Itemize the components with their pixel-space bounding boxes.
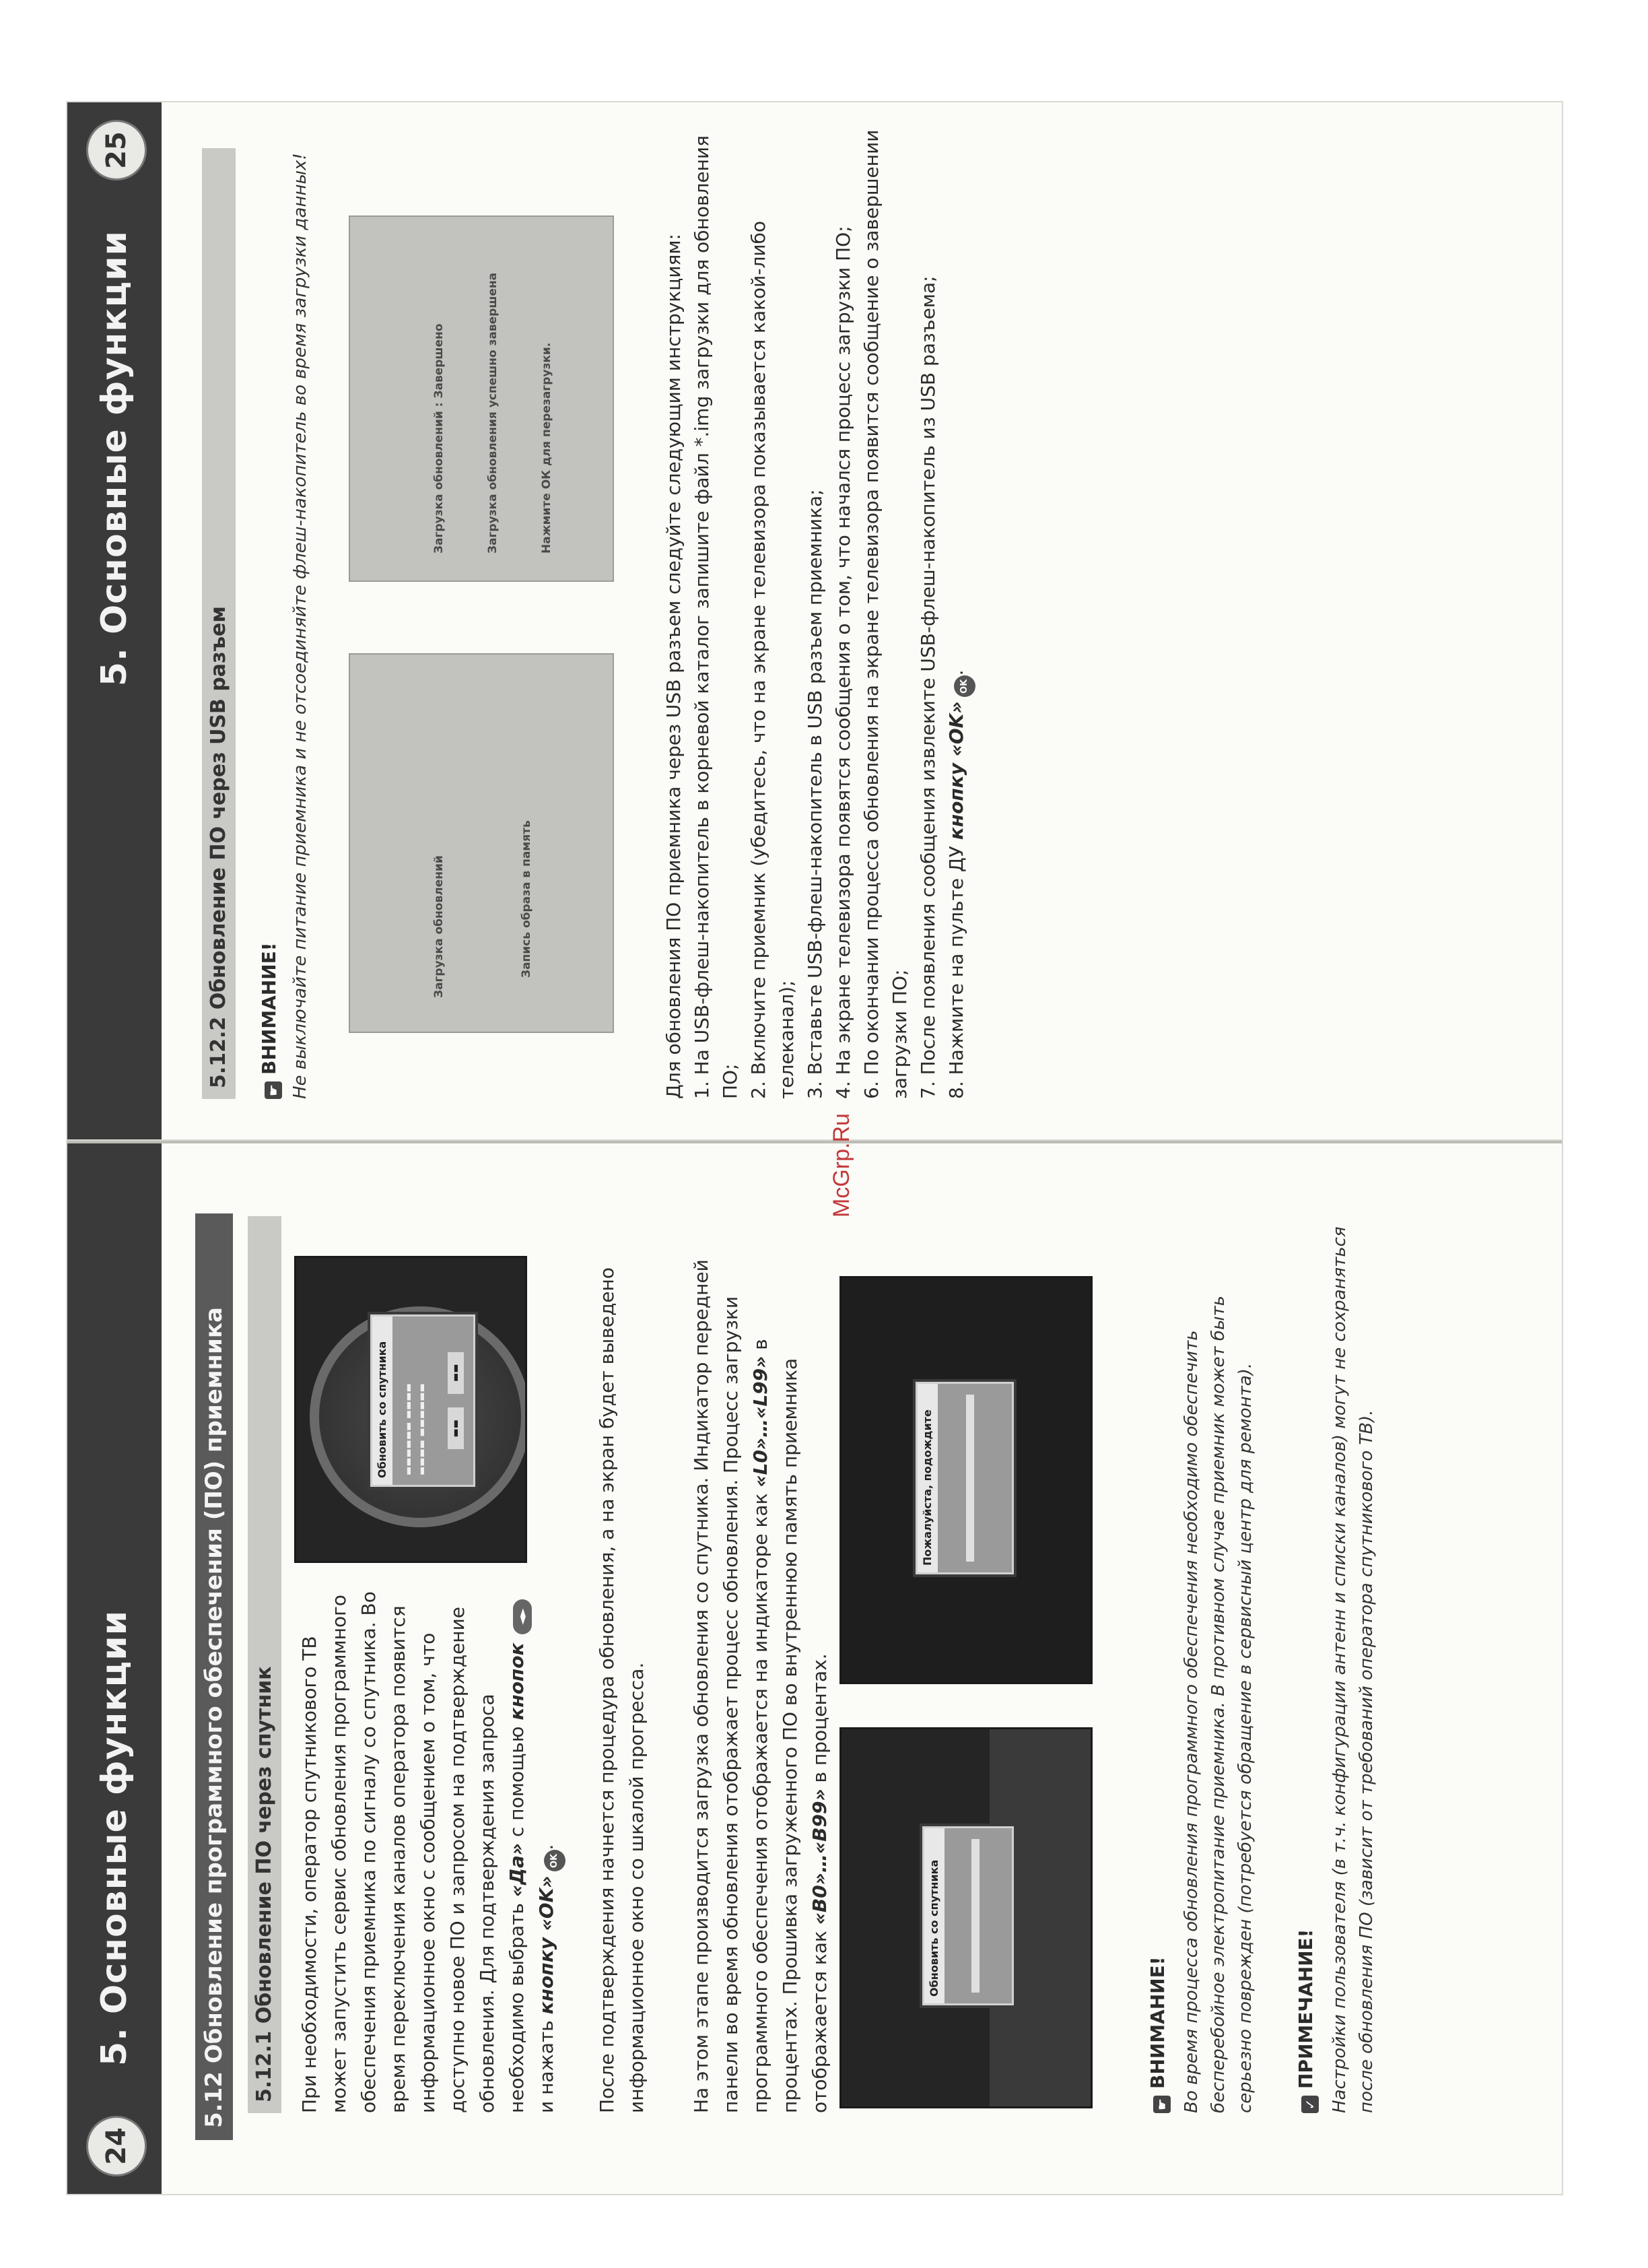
step-7: 7. После появления сообщения извлеките USB-флеш-накопитель из USB разъема; <box>917 275 939 1099</box>
hand-pointer-icon: ☛ <box>1153 2096 1171 2113</box>
subsection-title: 5.12.2 Обновление ПО через USB разъем <box>202 148 236 1099</box>
page-header <box>67 102 162 1139</box>
screen-line-3: Нажмите ОК для перезагрузки. <box>540 342 553 554</box>
step-8: 8. Нажмите на пульте ДУ кнопку «OK»OK. <box>942 129 975 1099</box>
ok-button-icon: OK <box>544 1850 565 1871</box>
page-24 <box>67 1139 1562 2194</box>
chapter-title: 5. Основные функции <box>94 1609 135 2066</box>
intro-paragraph: При необходимости, оператор спутникового ТВ может запустить сервис обновления программного обеспечения приемника по сигналу со спутника. Во время переключения каналов оператора появится информационное окно с сообщением о том, что доступно новое ПО и запросом на подтверждение обновления. Для подтверждения запроса необходимо выбрать «Да» с помощью кнопок ◄► и нажать кнопку «OK»OK. <box>295 1588 565 2113</box>
progress-paragraph: После подтверждения начнется процедура обновления, а на экран будет выведено информационное окно со шкалой прогресса. <box>596 1267 648 2113</box>
ok-button-icon: OK <box>954 675 975 697</box>
dialog-yes-button: ▬▬ <box>448 1407 464 1449</box>
update-dialog <box>370 1314 475 1487</box>
page-header <box>67 1143 162 2194</box>
satellite-update-screenshot-2 <box>842 1729 1091 2106</box>
screen-line-2: Запись образа в память <box>520 820 533 978</box>
dialog-no-button: ▬▬ <box>448 1352 464 1394</box>
progress-dialog <box>922 1826 1014 2005</box>
left-right-buttons-icon: ◄► <box>513 1599 532 1634</box>
satellite-update-screenshot-1 <box>296 1258 525 1561</box>
warning-heading: ☛ВНИМАНИЕ! <box>256 942 283 1099</box>
instructions-intro: Для обновления ПО приемника через USB разъем следуйте следующим инструкциям: <box>662 234 685 1099</box>
step-3: 3. Вставьте USB-флеш-накопитель в USB разъем приемника; <box>804 489 826 1099</box>
screen-line-1: Загрузка обновлений <box>432 855 446 998</box>
step-1: 1. На USB-флеш-накопитель в корневой каталог запишите файл *.img загрузки для обновления ПО; <box>691 135 741 1099</box>
dialog-body: ▬▬▬▬▬▬ ▬▬▬▬ ▬▬▬▬ ▬▬▬▬▬▬ <box>403 1383 427 1475</box>
warning-text: Во время процесса обновления программного обеспечения необходимо обеспечить бесперебойное электропитание приемника. В противном случае приемник может быть серьезно поврежден (потребуется обращение в сервисный центр для ремонта). <box>1181 1296 1256 2113</box>
dialog-title: Обновить со спутника <box>372 1316 392 1485</box>
subsection-title: 5.12.1 Обновление ПО через спутник <box>248 1216 281 2113</box>
indicator-paragraph: На этом этапе производится загрузка обновления со спутника. Индикатор передней панели во время обновления отображает процесс обновления. Процесс загрузки программного обеспечения отображается на индикаторе как «L0»…«L99» в процентах. Прошивка загруженного ПО во внутреннюю память приемника отображается как «B0»…«B99» в процентах. <box>690 1259 831 2113</box>
dialog-title: Обновить со спутника <box>924 1828 945 2003</box>
page-number: 25 <box>86 120 147 180</box>
progress-bar <box>966 1395 974 1562</box>
step-6: 6. По окончании процесса обновления на экране телевизора появится сообщение о завершении загрузки ПО; <box>860 129 911 1099</box>
step-4: 4. На экране телевизора появятся сообщения о том, что начался процесс загрузки ПО; <box>832 226 854 1099</box>
page-25 <box>67 102 1562 1139</box>
warning-heading: ☛ВНИМАНИЕ! <box>1144 1956 1171 2113</box>
screen-line-2: Загрузка обновления успешно завершена <box>486 272 500 554</box>
satellite-update-screenshot-3 <box>842 1278 1091 1682</box>
note-text: Настройки пользователя (в т.ч. конфигурации антенн и списки каналов) могут не сохраняться после обновления ПО (зависит от требований оператора спутникового ТВ). <box>1330 1226 1377 2113</box>
watermark: McGrp.Ru <box>829 1113 854 1218</box>
dialog-title: Пожалуйста, подождите <box>918 1384 938 1572</box>
section-title: 5.12 Обновление программного обеспечения (ПО) приемника <box>195 1213 233 2140</box>
page-number: 24 <box>86 2116 147 2176</box>
usb-update-screenshot-1 <box>350 655 613 1032</box>
usb-instructions <box>660 129 975 1099</box>
screen-line-1: Загрузка обновлений : Завершено <box>432 323 446 554</box>
usb-update-screenshot-2 <box>350 217 613 580</box>
chapter-title: 5. Основные функции <box>94 230 135 687</box>
note-heading: ✓ПРИМЕЧАНИЕ! <box>1293 1929 1319 2113</box>
progress-bar <box>971 1839 980 1993</box>
wait-dialog <box>916 1382 1014 1574</box>
hand-pointer-icon: ☛ <box>265 1081 282 1099</box>
step-2: 2. Включите приемник (убедитесь, что на экране телевизора показывается какой-либо телеканал); <box>747 221 798 1099</box>
checkmark-icon: ✓ <box>1301 2096 1319 2113</box>
warning-text: Не выключайте питание приемника и не отсоединяйте флеш-накопитель во время загрузки данных! <box>290 153 310 1099</box>
